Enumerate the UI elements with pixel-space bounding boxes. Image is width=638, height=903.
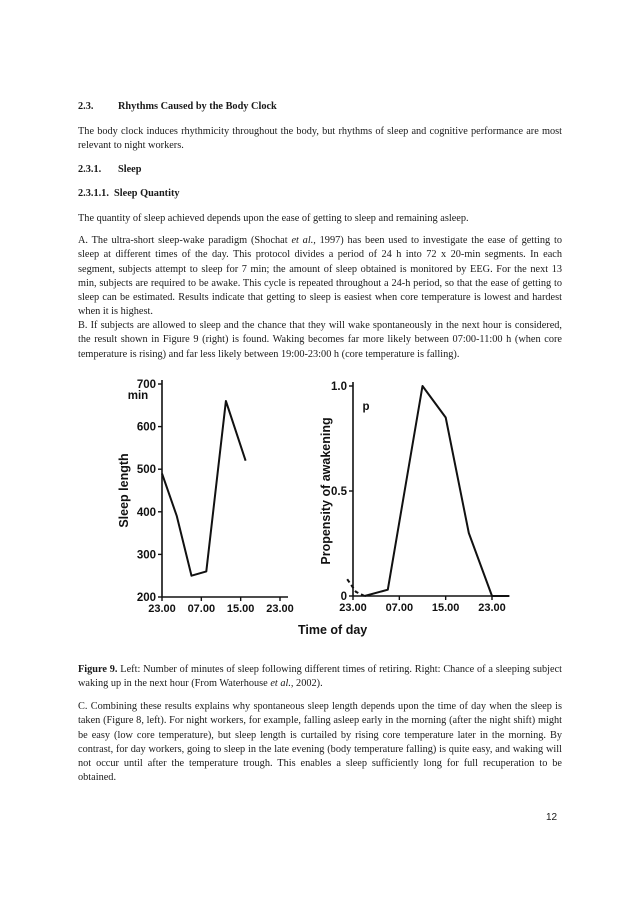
x-tick-label: 23.00 [266, 603, 294, 615]
subsubsection-heading [78, 188, 180, 199]
series-line [365, 386, 510, 596]
quantity-paragraph: The quantity of sleep achieved depends upon the ease of getting to sleep and remaining asleep. [78, 213, 469, 224]
figure-caption [78, 663, 562, 692]
x-tick-label: 15.00 [431, 602, 460, 614]
y-axis-label: Sleep length [117, 453, 131, 528]
caption-etal: et al., [270, 678, 294, 690]
y-unit-label: p [362, 401, 370, 413]
page-number: 12 [546, 812, 558, 823]
section-heading [78, 101, 277, 112]
y-tick-label: 200 [136, 592, 156, 604]
subsection-title: Sleep [118, 164, 142, 175]
x-tick-label: 23.00 [478, 602, 506, 614]
subsubsection-title: Sleep Quantity [114, 188, 180, 199]
figure-9 [108, 372, 538, 640]
x-tick-label: 23.00 [148, 603, 176, 615]
section-title: Rhythms Caused by the Body Clock [118, 101, 277, 112]
y-tick-label: 700 [136, 379, 156, 391]
x-tick-label: 15.00 [226, 603, 255, 615]
paragraph-a [78, 234, 562, 320]
section-number: 2.3. [78, 101, 94, 112]
y-axis-label: Propensity of awakening [319, 417, 333, 565]
x-tick-label: 07.00 [187, 603, 216, 615]
y-tick-label: 1.0 [331, 381, 347, 393]
caption-after: 2002). [293, 678, 323, 690]
caption-label: Figure 9. [78, 664, 118, 675]
y-tick-label: 400 [136, 506, 156, 519]
sleep-length-chart [117, 379, 294, 615]
subsection-number: 2.3.1. [78, 164, 102, 175]
caption-before: Left: Number of minutes of sleep following different times of retiring. Right: Chance of a sleeping subject waking up in the next hour (From Waterhouse [78, 664, 562, 690]
paragraph-c: C. Combining these results explains why spontaneous sleep length depends upon the time of day when the sleep is taken (Figure 8, left). For night workers, for example, falling asleep early in the morning (after the night shift) might be easy (low core temperature), but sleep length is curtailed by rising core temperature later in the morning. By contrast, for day workers, going to sleep in the late evening (body temperature falling) is quite easy, and waking will not occur until after the temperature trough. This enables a sleep sufficiently long for full recuperation to be obtained. [78, 701, 562, 784]
awakening-propensity-chart [319, 381, 509, 614]
y-unit-label: min [127, 390, 149, 402]
y-tick-label: 600 [136, 421, 156, 434]
figure-9-charts [108, 372, 538, 640]
y-tick-label: 0 [340, 591, 347, 603]
paragraph-a-etal: et al., [291, 235, 316, 246]
series-line [347, 579, 364, 596]
paragraph-a-before: A. The ultra-short sleep-wake paradigm (Shochat [78, 235, 292, 246]
x-tick-label: 07.00 [385, 602, 414, 614]
paragraph-b: B. If subjects are allowed to sleep and the chance that they will wake spontaneously in the next hour is considered, the result shown in Figure 9 (right) is found. Waking becomes far more likely between 07:00-11:00 h (when core temperature is rising) and far less likely between 19:00-23:00 h (core temperature is falling). [78, 320, 562, 360]
intro-paragraph: The body clock induces rhythmicity throughout the body, but rhythms of sleep and cognitive performance are most relevant to night workers. [78, 126, 562, 152]
series-line [162, 401, 246, 576]
x-tick-label: 23.00 [339, 602, 367, 614]
time-of-day-label: Time of day [298, 623, 368, 637]
paragraph-a-after: 1997) has been used to investigate the ease of getting to sleep at different times of the day. This protocol divides a period of 24 h into 72 x 20-min segments. In each segment, subjects attempt to sleep for 7 min; the amount of sleep obtained is monitored by EEG. For the next 13 min, subjects are required to be awake. This cycle is repeated throughout a 24-h period, so that the ease of getting to sleep can be estimated. Results indicate that getting to sleep is easiest when core temperature is lowest and hardest when it is highest. [78, 235, 562, 318]
subsection-heading [78, 164, 141, 175]
subsubsection-number: 2.3.1.1. [78, 188, 109, 199]
y-tick-label: 0.5 [331, 486, 347, 498]
y-tick-label: 500 [136, 464, 156, 477]
y-tick-label: 300 [136, 549, 156, 562]
